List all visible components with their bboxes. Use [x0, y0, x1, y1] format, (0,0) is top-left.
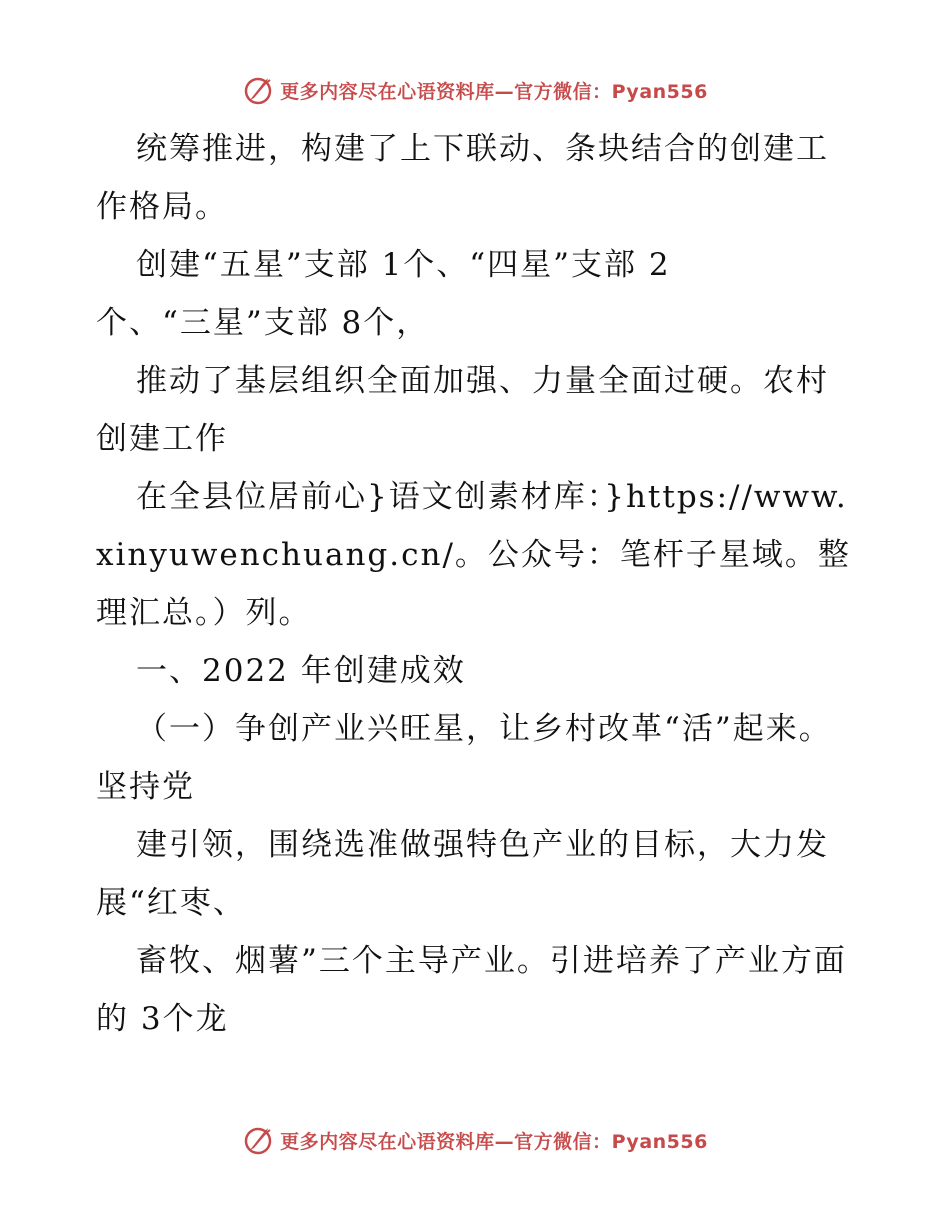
quill-logo-icon: [242, 1124, 274, 1156]
paragraph-2: 创建“五星”支部 1个、“四星”支部 2: [136, 247, 671, 283]
paragraph-1: 统筹推进，构建了上下联动、条块结合的创建工作格局。: [96, 131, 829, 225]
document-body: [96, 120, 856, 1048]
paragraph-3: 个、“三星”支部 8个，: [96, 305, 430, 341]
header-banner: [0, 70, 950, 110]
paragraph-9: 畜牧、烟薯”三个主导产业。引进培养了产业方面的 3个龙: [96, 943, 847, 1037]
footer-banner-text: 更多内容尽在心语资料库—官方微信：Pyan556: [280, 1130, 708, 1153]
paragraph-5: 在全县位居前心}语文创素材库：}https://www.xinyuwenchuang.cn/。公众号：笔杆子星域。整理汇总。）列。: [96, 479, 851, 631]
footer-banner: [0, 1120, 950, 1160]
header-banner-text: 更多内容尽在心语资料库—官方微信：Pyan556: [280, 80, 708, 103]
paragraph-8: 建引领，围绕选准做强特色产业的目标，大力发展“红枣、: [96, 827, 829, 921]
paragraph-7: （一）争创产业兴旺星，让乡村改革“活”起来。坚持党: [96, 711, 832, 805]
paragraph-4: 推动了基层组织全面加强、力量全面过硬。农村创建工作: [96, 363, 829, 457]
paragraph-6: 一、2022 年创建成效: [136, 653, 466, 689]
quill-logo-icon: [242, 74, 274, 106]
